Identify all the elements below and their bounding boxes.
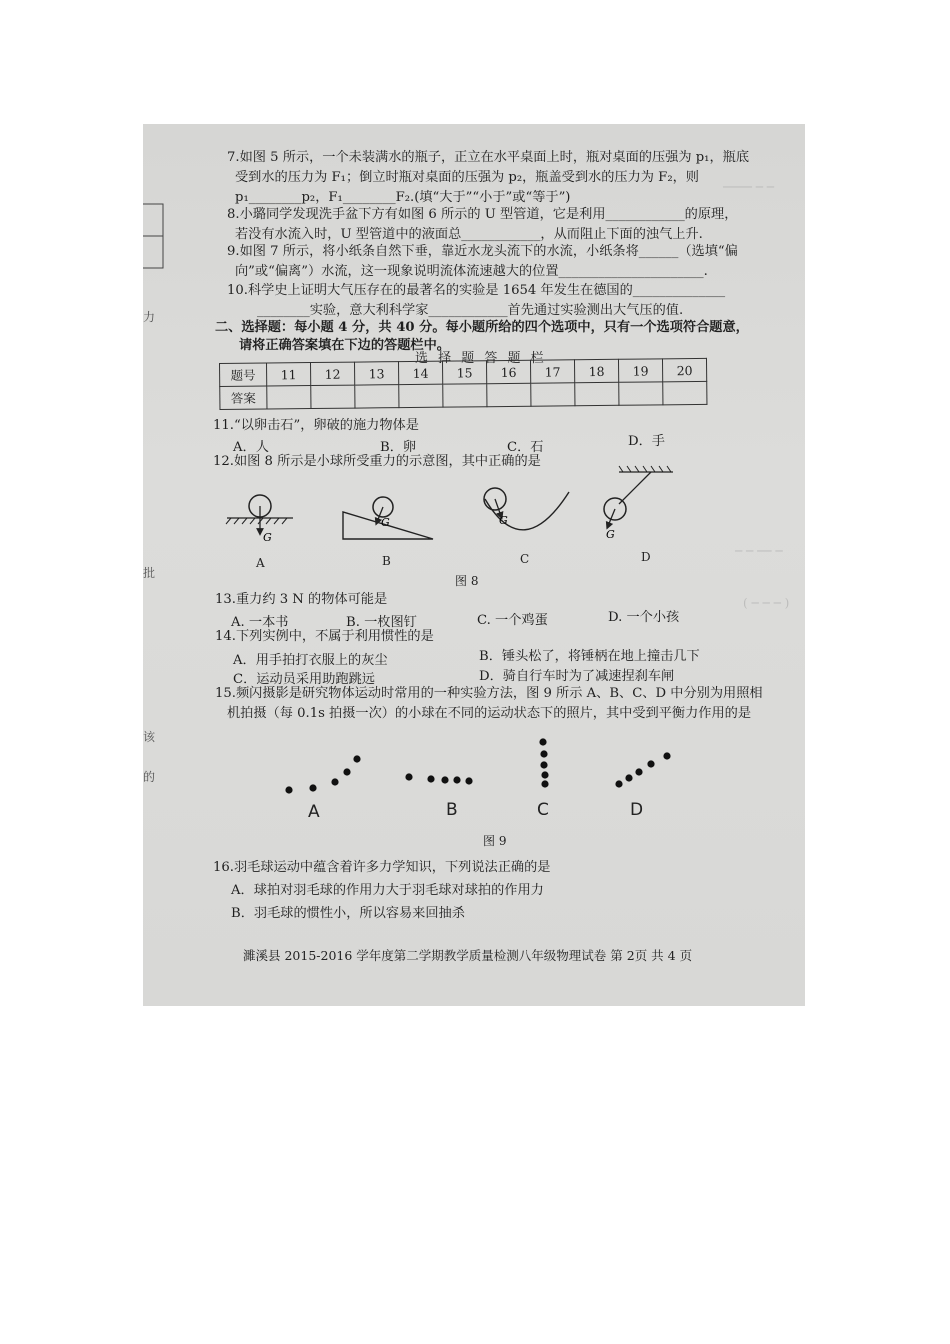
answer-cell[interactable] <box>487 383 531 406</box>
answer-cell[interactable] <box>399 384 443 407</box>
q10-line: 10.科学史上证明大气压存在的最著名的实验是 1654 年发生在德国的______________ <box>227 283 726 298</box>
q14-option: D．骑自行车时为了减速捏刹车闸 <box>479 669 675 684</box>
q11-stem: 11.“以卵击石”，卵破的施力物体是 <box>213 418 419 433</box>
q11-option: B．卵 <box>380 440 417 455</box>
answer-table-title: 选 择 题 答 题 栏 <box>415 351 547 366</box>
q16-stem: 16.羽毛球运动中蕴含着许多力学知识，下列说法正确的是 <box>213 860 551 875</box>
q16-option: B．羽毛球的惯性小，所以容易来回抽杀 <box>231 906 465 921</box>
q13-option: D. 一个小孩 <box>608 610 680 625</box>
figure-label: D <box>641 550 651 564</box>
q13-stem: 13.重力约 3 N 的物体可能是 <box>215 592 388 607</box>
left-margin-char: 的 <box>143 770 156 784</box>
figure-label: C <box>537 800 549 820</box>
question-number: 15 <box>442 361 486 384</box>
figure-label: B <box>446 800 458 820</box>
page-footer: 濉溪县 2015-2016 学年度第二学期教学质量检测八年级物理试卷 第 2页 共 4 页 <box>243 948 693 963</box>
q13-option: A. 一本书 <box>231 615 289 630</box>
q14-option: B．锤头松了，将锤柄在地上撞击几下 <box>479 649 700 664</box>
question-number: 14 <box>398 361 442 384</box>
q13-option: B. 一枚图钉 <box>346 615 417 630</box>
q14-option: C．运动员采用助跑跳远 <box>233 672 375 687</box>
scanned-exam-page: 力 批 该 的 ──── ─ ─ ─ ─ ── ─ ( ─ ─ ─ ) 7.如图 5 所示，一个未装满水的瓶子，正立在水平桌面上时，瓶对桌面的压强为 p₁，瓶底 受到水的压力为 F₁；倒立时瓶对桌面的压强为 p₂，瓶盖受到水的压力为 F₂，则 p₁________p₂，F₁________F₂.(填“大于”“小于”或“等于”) 8.小璐同学发现洗手盆下方有如图 6 所示的 U 型管道，它是利用____________的原理， 若没有水流入时，U 型管道中的液面总____________，从而阻止下面的浊气上升. 9.如图 7 所示，将小纸条自然下垂，靠近水龙头流下的水流，小纸条将______（选填“偏 向”或“偏离”）水流，这一现象说明流体流速越大的位置______________________. 10.科学史上证明大气压存在的最著名的实验是 1654 年发生在德国的______________ ________实验，意大利科学家____________首先通过实验测出大气压的值. 二、选择题：每小题 4 分，共 40 分。每小题所给的四个选项中，只有一个选项符合题意， 请将正确答案填在下边的答题栏中。 选 择 题 答 题 栏 题号 11 12 13 14 15 16 17 18 19 20 答案 11.“以卵击石”，卵破的施力物体是 A．人 B．卵 C．石 D．手 12.如图 8 所示是小球所受重力的示意图，其中正确的是 G G G G A B C D 图 8 13.重力约 3 N 的物体可能是 A. 一本书 B. 一枚图钉 C. 一个鸡蛋 D. 一个小孩 14.下列实例中，不属于利用惯性的是 A．用手拍打衣服上的灰尘 B．锤头松了，将锤柄在地上撞击几下 C．运动员采用助跑跳远 D．骑自行车时为了减速捏刹车闸 15.频闪摄影是研究物体运动时常用的一种实验方法，图 9 所示 A、B、C、D 中分别为用照相 机拍摄（每 0.1s 拍摄一次）的小球在不同的运动状态下的照片，其中受到平衡力作用的是 A B C D 图 9 16.羽毛球运动中蕴含着许多力学知识，下列说法正确的是 A．球拍对羽毛球的作用力大于羽毛球对球拍的作用力 B．羽毛球的惯性小，所以容易来回抽杀 濉溪县 2015-2016 学年度第二学期教学质量检测八年级物理试卷 第 2页 共 4 页 <box>143 124 805 1006</box>
answer-cell[interactable] <box>443 384 487 407</box>
dots-b <box>405 773 472 784</box>
answer-cell[interactable] <box>267 386 311 409</box>
q7-line: 7.如图 5 所示，一个未装满水的瓶子，正立在水平桌面上时，瓶对桌面的压强为 p₁，瓶底 <box>227 150 750 165</box>
left-edge-box <box>143 202 165 272</box>
q14-stem: 14.下列实例中，不属于利用惯性的是 <box>215 629 434 644</box>
diagram-a <box>226 495 293 544</box>
question-number: 11 <box>267 363 311 386</box>
gravity-label: G <box>499 514 508 527</box>
question-number: 16 <box>486 360 530 383</box>
section-heading: 请将正确答案填在下边的答题栏中。 <box>239 338 450 353</box>
diagram-d <box>604 466 673 541</box>
dots-d <box>615 752 670 787</box>
gravity-label: G <box>263 531 272 544</box>
figure-label: C <box>520 552 530 566</box>
figure-label: B <box>382 554 391 568</box>
q7-line: 受到水的压力为 F₁；倒立时瓶对桌面的压强为 p₂，瓶盖受到水的压力为 F₂，则 <box>235 170 699 185</box>
answer-cell[interactable] <box>311 385 355 408</box>
question-number: 19 <box>618 359 662 382</box>
answer-cell[interactable] <box>619 382 663 405</box>
q8-line: 若没有水流入时，U 型管道中的液面总____________，从而阻止下面的浊气上升. <box>235 227 703 242</box>
question-number: 20 <box>662 358 706 381</box>
table-header: 题号 <box>220 363 267 386</box>
diagram-b <box>343 497 433 539</box>
figure-label: A <box>256 556 265 570</box>
q15-line: 15.频闪摄影是研究物体运动时常用的一种实验方法，图 9 所示 A、B、C、D 中分别为用照相 <box>215 686 763 701</box>
answer-table <box>219 358 707 410</box>
q10-line: ________实验，意大利科学家____________首先通过实验测出大气压的值. <box>257 303 684 318</box>
q11-option: A．人 <box>233 440 269 455</box>
answer-cell[interactable] <box>531 383 575 406</box>
left-margin-char: 该 <box>143 730 156 744</box>
diagram-c <box>484 488 569 530</box>
figure-label: D <box>630 800 644 820</box>
dots-a <box>285 755 360 793</box>
question-number: 12 <box>311 362 355 385</box>
q11-option: D．手 <box>628 434 665 449</box>
section-heading: 二、选择题：每小题 4 分，共 40 分。每小题所给的四个选项中，只有一个选项符合题意， <box>215 320 749 335</box>
q11-option: C．石 <box>507 440 544 455</box>
left-margin-char: 批 <box>143 566 156 580</box>
figure-caption: 图 9 <box>483 834 507 848</box>
question-number: 13 <box>354 362 398 385</box>
q13-option: C. 一个鸡蛋 <box>477 613 548 628</box>
figure-9-strobe-photos <box>273 732 673 812</box>
q7-line: p₁________p₂，F₁________F₂.(填“大于”“小于”或“等于”) <box>235 190 571 205</box>
q15-line: 机拍摄（每 0.1s 拍摄一次）的小球在不同的运动状态下的照片，其中受到平衡力作用的是 <box>227 706 752 721</box>
q9-line: 9.如图 7 所示，将小纸条自然下垂，靠近水龙头流下的水流，小纸条将______（选填“偏 <box>227 244 738 259</box>
q9-line: 向”或“偏离”）水流，这一现象说明流体流速越大的位置______________________. <box>235 264 708 279</box>
figure-label: A <box>308 802 320 822</box>
q16-option: A．球拍对羽毛球的作用力大于羽毛球对球拍的作用力 <box>231 883 544 898</box>
answer-cell[interactable] <box>663 381 707 404</box>
figure-8-diagrams <box>223 464 703 554</box>
q8-line: 8.小璐同学发现洗手盆下方有如图 6 所示的 U 型管道，它是利用____________的原理， <box>227 207 738 222</box>
answer-cell[interactable] <box>355 385 399 408</box>
table-header: 答案 <box>220 386 267 409</box>
question-number: 18 <box>574 359 618 382</box>
gravity-label: G <box>606 528 615 541</box>
q12-stem: 12.如图 8 所示是小球所受重力的示意图，其中正确的是 <box>213 454 541 469</box>
answer-cell[interactable] <box>575 382 619 405</box>
q14-option: A．用手拍打衣服上的灰尘 <box>233 653 388 668</box>
left-margin-char: 力 <box>143 310 156 324</box>
question-number: 17 <box>530 360 574 383</box>
gravity-label: G <box>381 516 390 529</box>
dots-c <box>539 738 548 787</box>
figure-caption: 图 8 <box>455 574 479 588</box>
